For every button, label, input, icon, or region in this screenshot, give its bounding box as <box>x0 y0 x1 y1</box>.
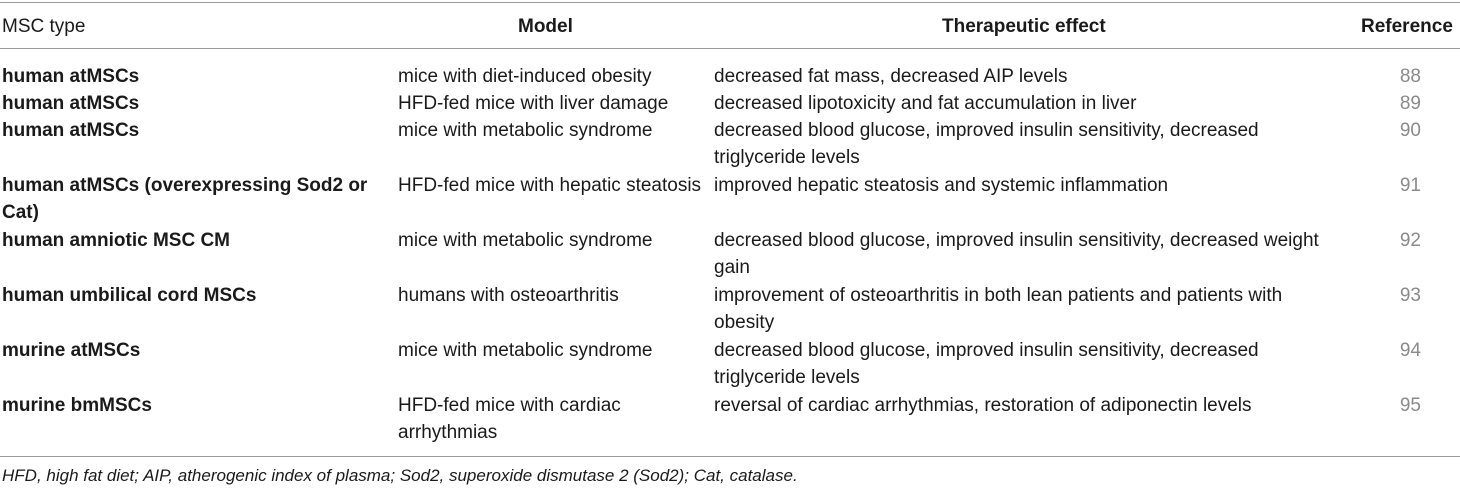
cell-model: humans with osteoarthritis <box>398 285 619 306</box>
cell-msc-type: murine atMSCs <box>2 340 141 361</box>
header-model: Model <box>518 16 573 37</box>
cell-msc-type: human umbilical cord MSCs <box>2 285 257 306</box>
cell-therapeutic-effect: decreased fat mass, decreased AIP levels <box>714 66 1068 87</box>
cell-model: mice with diet-induced obesity <box>398 66 652 87</box>
cell-msc-type: human atMSCs <box>2 66 140 87</box>
header-reference: Reference <box>1361 16 1453 37</box>
cell-therapeutic-effect: decreased blood glucose, improved insulin sensitivity, decreased triglyceride levels <box>714 120 1259 168</box>
header-msc-type: MSC type <box>2 16 86 37</box>
cell-model: HFD-fed mice with liver damage <box>398 93 669 114</box>
cell-therapeutic-effect: improvement of osteoarthritis in both lean patients and patients with obesity <box>714 285 1283 333</box>
cell-model: mice with metabolic syndrome <box>398 120 653 141</box>
cell-reference: 89 <box>1399 93 1421 114</box>
cell-reference: 94 <box>1399 340 1421 361</box>
table-bottom-rule <box>0 456 1460 457</box>
cell-msc-type: human atMSCs <box>2 120 140 141</box>
cell-msc-type: human atMSCs <box>2 93 140 114</box>
cell-model: mice with metabolic syndrome <box>398 340 653 361</box>
table-footnote: HFD, high fat diet; AIP, atherogenic index of plasma; Sod2, superoxide dismutase 2 (Sod2); Cat, catalase. <box>2 466 798 485</box>
cell-therapeutic-effect: decreased blood glucose, improved insulin sensitivity, decreased weight gain <box>714 230 1319 278</box>
cell-reference: 95 <box>1399 395 1421 416</box>
cell-model: HFD-fed mice with cardiac arrhythmias <box>398 395 621 443</box>
cell-msc-type: human amniotic MSC CM <box>2 230 231 251</box>
cell-model: mice with metabolic syndrome <box>398 230 653 251</box>
cell-reference: 93 <box>1399 285 1421 306</box>
cell-msc-type: human atMSCs (overexpressing Sod2 or Cat) <box>2 175 368 223</box>
cell-reference: 92 <box>1399 230 1421 251</box>
header-rule <box>0 48 1460 49</box>
header-therapeutic-effect: Therapeutic effect <box>942 16 1106 37</box>
cell-therapeutic-effect: decreased lipotoxicity and fat accumulation in liver <box>714 93 1137 114</box>
cell-therapeutic-effect: reversal of cardiac arrhythmias, restoration of adiponectin levels <box>714 395 1252 416</box>
cell-therapeutic-effect: improved hepatic steatosis and systemic inflammation <box>714 175 1169 196</box>
table-top-rule <box>0 2 1460 3</box>
cell-reference: 88 <box>1399 66 1421 87</box>
cell-msc-type: murine bmMSCs <box>2 395 152 416</box>
cell-reference: 91 <box>1399 175 1421 196</box>
cell-therapeutic-effect: decreased blood glucose, improved insulin sensitivity, decreased triglyceride levels <box>714 340 1259 388</box>
cell-reference: 90 <box>1399 120 1421 141</box>
cell-model: HFD-fed mice with hepatic steatosis <box>398 175 702 196</box>
